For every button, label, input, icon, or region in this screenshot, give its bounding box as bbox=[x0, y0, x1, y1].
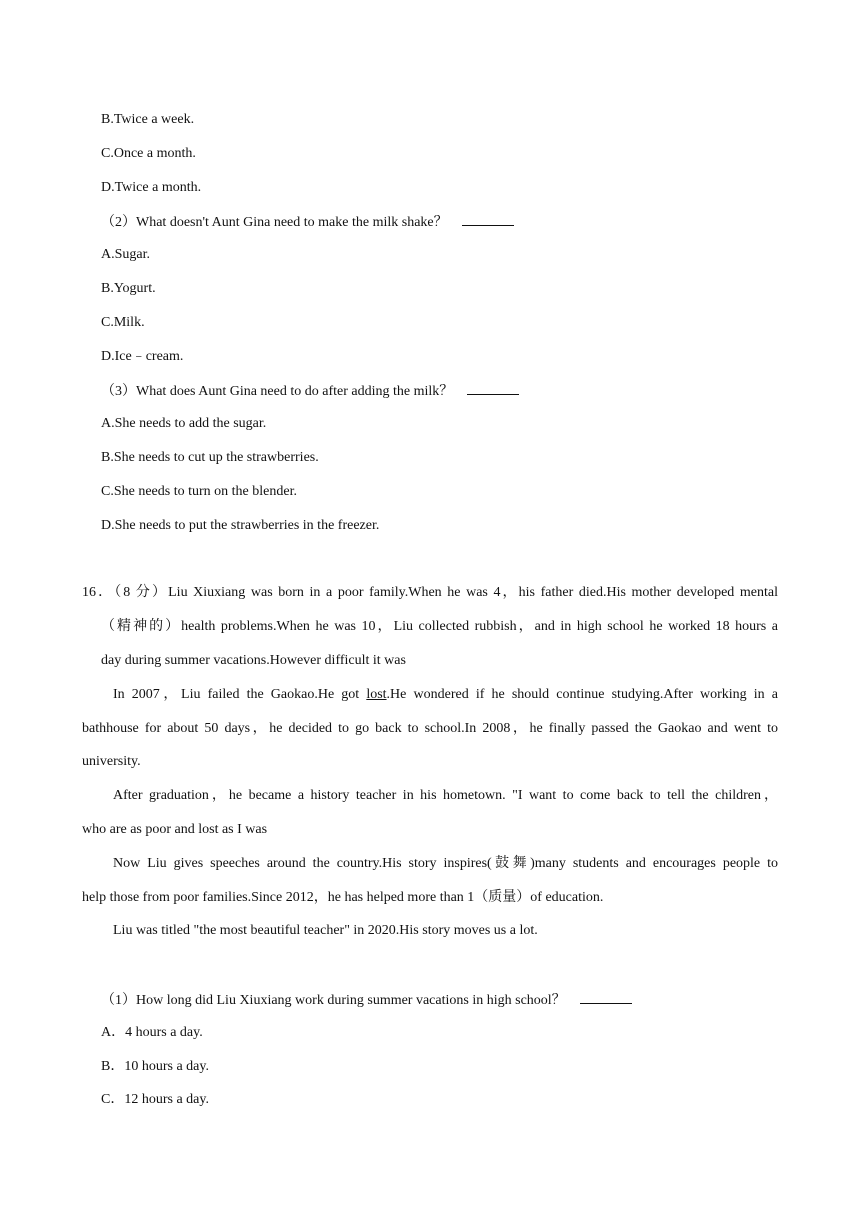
q16-passage-line: Now Liu gives speeches around the country.His story inspires(鼓舞)many students and encourages people to bbox=[113, 856, 778, 871]
q16-passage-line: bathhouse for about 50 days，he decided to go back to school.In 2008，he finally passed the Gaokao and went to bbox=[82, 721, 778, 736]
q16-text: .He wondered if he should continue studying.After working in a bbox=[386, 687, 779, 702]
q16-1-option-c: C．12 hours a day. bbox=[101, 1092, 209, 1107]
q16-passage-line: day during summer vacations.However difficult it was bbox=[101, 653, 406, 668]
q15-2-option-a: A.Sugar. bbox=[101, 247, 150, 262]
q15-1-option-b: B.Twice a week. bbox=[101, 112, 195, 127]
q15-3-option-a: A.She needs to add the sugar. bbox=[101, 416, 267, 431]
answer-blank[interactable] bbox=[467, 380, 519, 395]
q16-passage-line: After graduation，he became a history teacher in his hometown. "I want to come back to tell the children， bbox=[113, 788, 778, 803]
q16-passage-line bbox=[113, 685, 778, 705]
q15-1-option-c: C.Once a month. bbox=[101, 146, 196, 161]
q15-2-option-c: C.Milk. bbox=[101, 315, 145, 330]
q16-1-option-a: A．4 hours a day. bbox=[101, 1025, 203, 1040]
q16-text: In 2007，Liu failed the Gaokao.He got bbox=[113, 687, 367, 702]
q15-3-option-d: D.She needs to put the strawberries in the freezer. bbox=[101, 518, 380, 533]
q15-2-option-d: D.Ice﹣cream. bbox=[101, 349, 184, 364]
q16-1-option-b: B．10 hours a day. bbox=[101, 1059, 209, 1074]
q15-2-option-b: B.Yogurt. bbox=[101, 281, 156, 296]
q16-passage-line: 16．（8 分）Liu Xiuxiang was born in a poor family.When he was 4，his father died.His mother developed mental bbox=[82, 585, 778, 600]
q15-3-stem-text: （3）What does Aunt Gina need to do after adding the milk？ bbox=[101, 384, 454, 399]
q15-2-stem-text: （2）What doesn't Aunt Gina need to make the milk shake？ bbox=[101, 215, 448, 230]
q15-3-option-c: C.She needs to turn on the blender. bbox=[101, 484, 297, 499]
q15-2-stem bbox=[101, 211, 514, 233]
q15-1-option-d: D.Twice a month. bbox=[101, 180, 202, 195]
underlined-word: lost bbox=[366, 687, 387, 702]
q16-passage-line: university. bbox=[82, 754, 141, 769]
answer-blank[interactable] bbox=[462, 211, 514, 226]
q16-1-stem bbox=[101, 989, 632, 1011]
q15-3-option-b: B.She needs to cut up the strawberries. bbox=[101, 450, 319, 465]
q16-1-stem-text: （1）How long did Liu Xiuxiang work during summer vacations in high school？ bbox=[101, 993, 566, 1008]
q15-3-stem bbox=[101, 380, 519, 402]
q16-passage-line: Liu was titled "the most beautiful teacher" in 2020.His story moves us a lot. bbox=[113, 923, 538, 938]
answer-blank[interactable] bbox=[580, 989, 632, 1004]
q16-passage-line: help those from poor families.Since 2012，he has helped more than 1（质量）of education. bbox=[82, 890, 604, 905]
q16-passage-line: who are as poor and lost as I was bbox=[82, 822, 268, 837]
q16-passage-line: （精神的）health problems.When he was 10，Liu collected rubbish，and in high school he worked 18 hours a bbox=[101, 619, 778, 634]
